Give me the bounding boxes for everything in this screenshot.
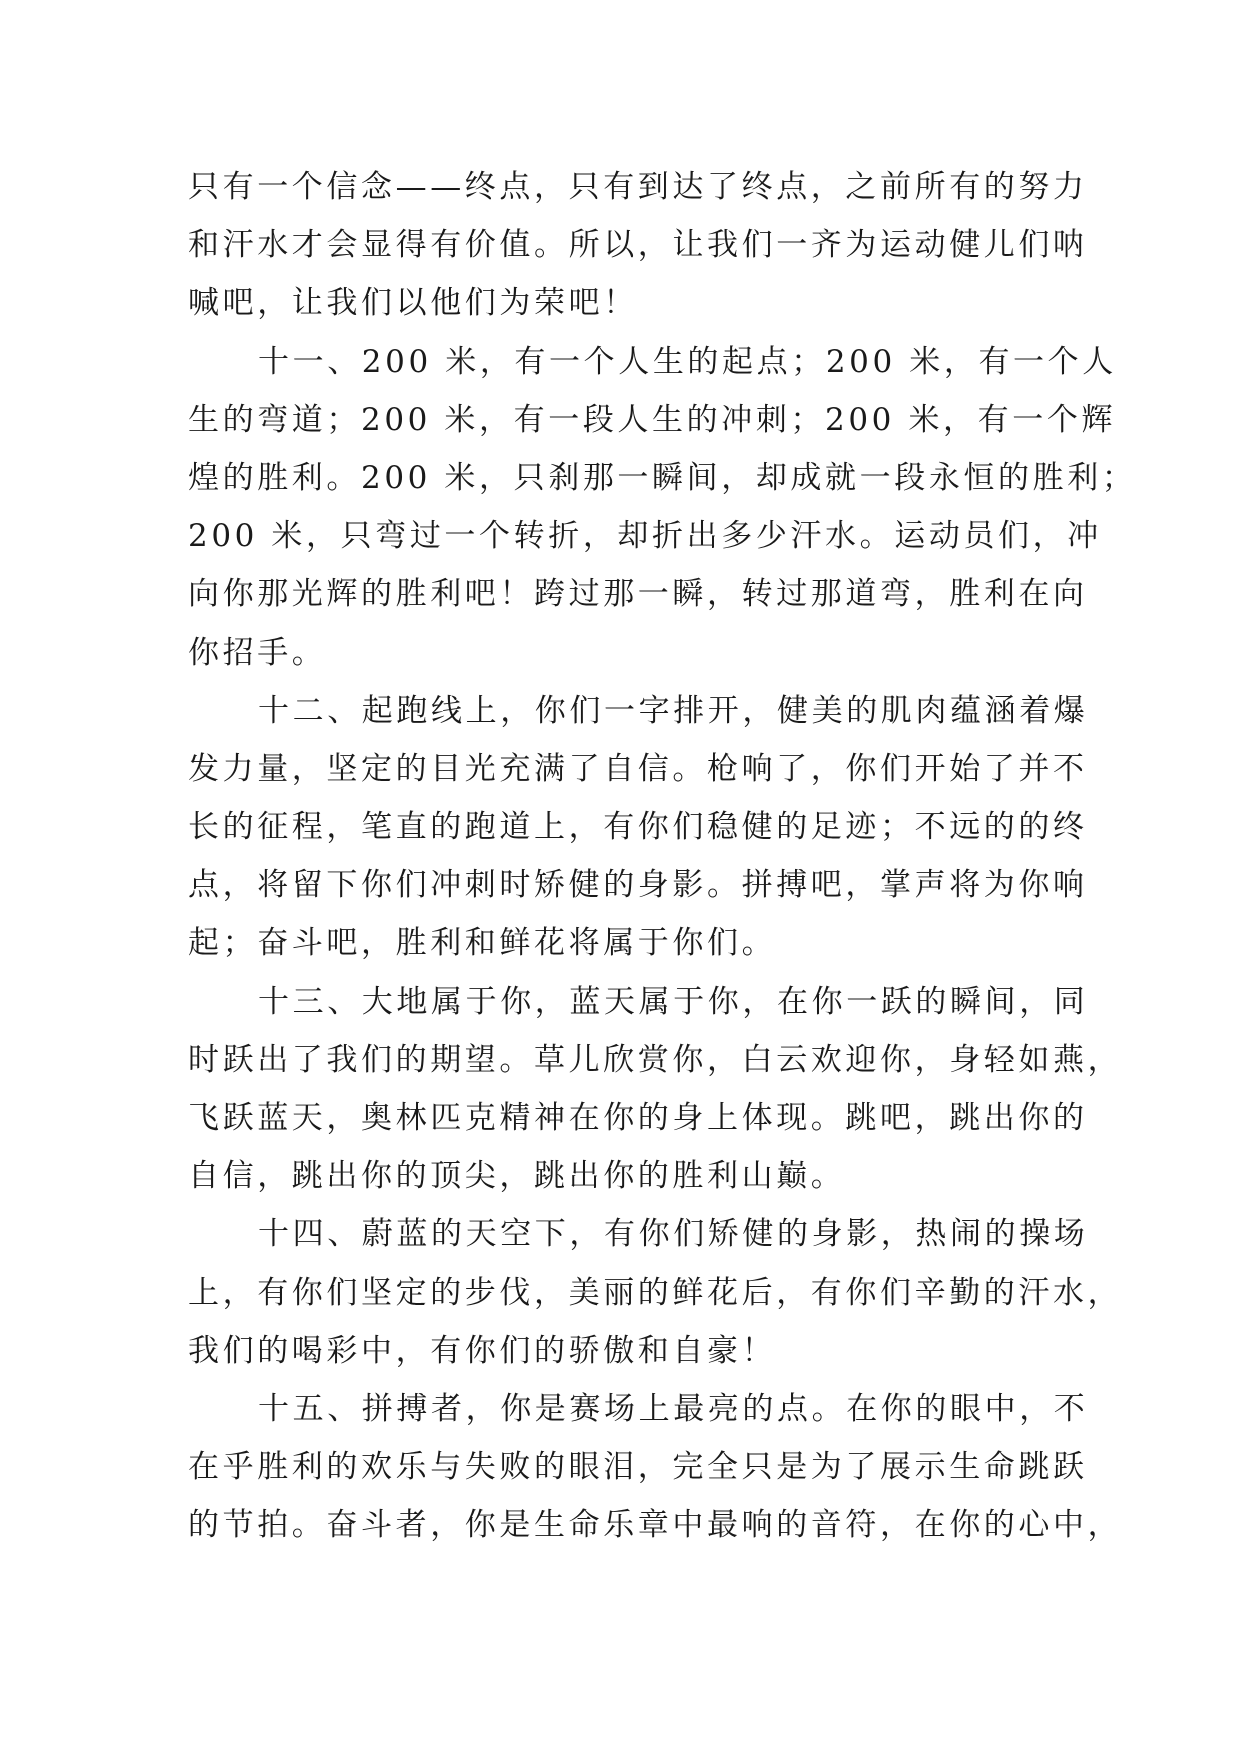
text-line: 你招手。 — [188, 634, 327, 671]
text-line: 自信，跳出你的顶尖，跳出你的胜利山巅。 — [188, 1158, 846, 1195]
text-line: 200 米，只弯过一个转折，却折出多少汗水。运动员们，冲 — [188, 518, 1102, 555]
paragraph-first-line: 十一、200 米，有一个人生的起点；200 米，有一个人 — [258, 343, 1117, 380]
text-line: 上，有你们坚定的步伐，美丽的鲜花后，有你们辛勤的汗水， — [188, 1274, 1123, 1311]
text-line: 只有一个信念——终点，只有到达了终点，之前所有的努力 — [188, 169, 1088, 205]
text-line: 生的弯道；200 米，有一段人生的冲刺；200 米，有一个辉 — [188, 401, 1117, 438]
text-line: 飞跃蓝天，奥林匹克精神在你的身上体现。跳吧，跳出你的 — [188, 1100, 1088, 1136]
text-line: 煌的胜利。200 米，只刹那一瞬间，却成就一段永恒的胜利； — [188, 459, 1137, 496]
paragraph-first-line: 十三、大地属于你，蓝天属于你，在你一跃的瞬间，同 — [258, 983, 1089, 1020]
text-line: 起；奋斗吧，胜利和鲜花将属于你们。 — [188, 925, 777, 962]
paragraph-first-line: 十二、起跑线上，你们一字排开，健美的肌肉蕴涵着爆 — [258, 692, 1089, 729]
text-line: 向你那光辉的胜利吧！跨过那一瞬，转过那道弯，胜利在向 — [188, 576, 1088, 613]
text-line: 喊吧，让我们以他们为荣吧！ — [188, 285, 638, 322]
paragraph-first-line: 十五、拼搏者，你是赛场上最亮的点。在你的眼中，不 — [258, 1390, 1089, 1427]
text-line: 长的征程，笔直的跑道上，有你们稳健的足迹；不远的的终 — [188, 809, 1088, 846]
text-line: 时跃出了我们的期望。草儿欣赏你，白云欢迎你，身轻如燕， — [188, 1041, 1123, 1078]
text-line: 和汗水才会显得有价值。所以，让我们一齐为运动健儿们呐 — [188, 227, 1088, 264]
body-text — [188, 158, 1137, 1555]
text-line: 点，将留下你们冲刺时矫健的身影。拼搏吧，掌声将为你响 — [188, 867, 1088, 904]
text-line: 的节拍。奋斗者，你是生命乐章中最响的音符，在你的心中， — [188, 1507, 1123, 1544]
text-line: 发力量，坚定的目光充满了自信。枪响了，你们开始了并不 — [188, 750, 1088, 787]
text-line: 我们的喝彩中，有你们的骄傲和自豪！ — [188, 1332, 777, 1369]
text-line: 在乎胜利的欢乐与失败的眼泪，完全只是为了展示生命跳跃 — [188, 1449, 1088, 1486]
paragraph-first-line: 十四、蔚蓝的天空下，有你们矫健的身影，热闹的操场 — [258, 1216, 1089, 1253]
